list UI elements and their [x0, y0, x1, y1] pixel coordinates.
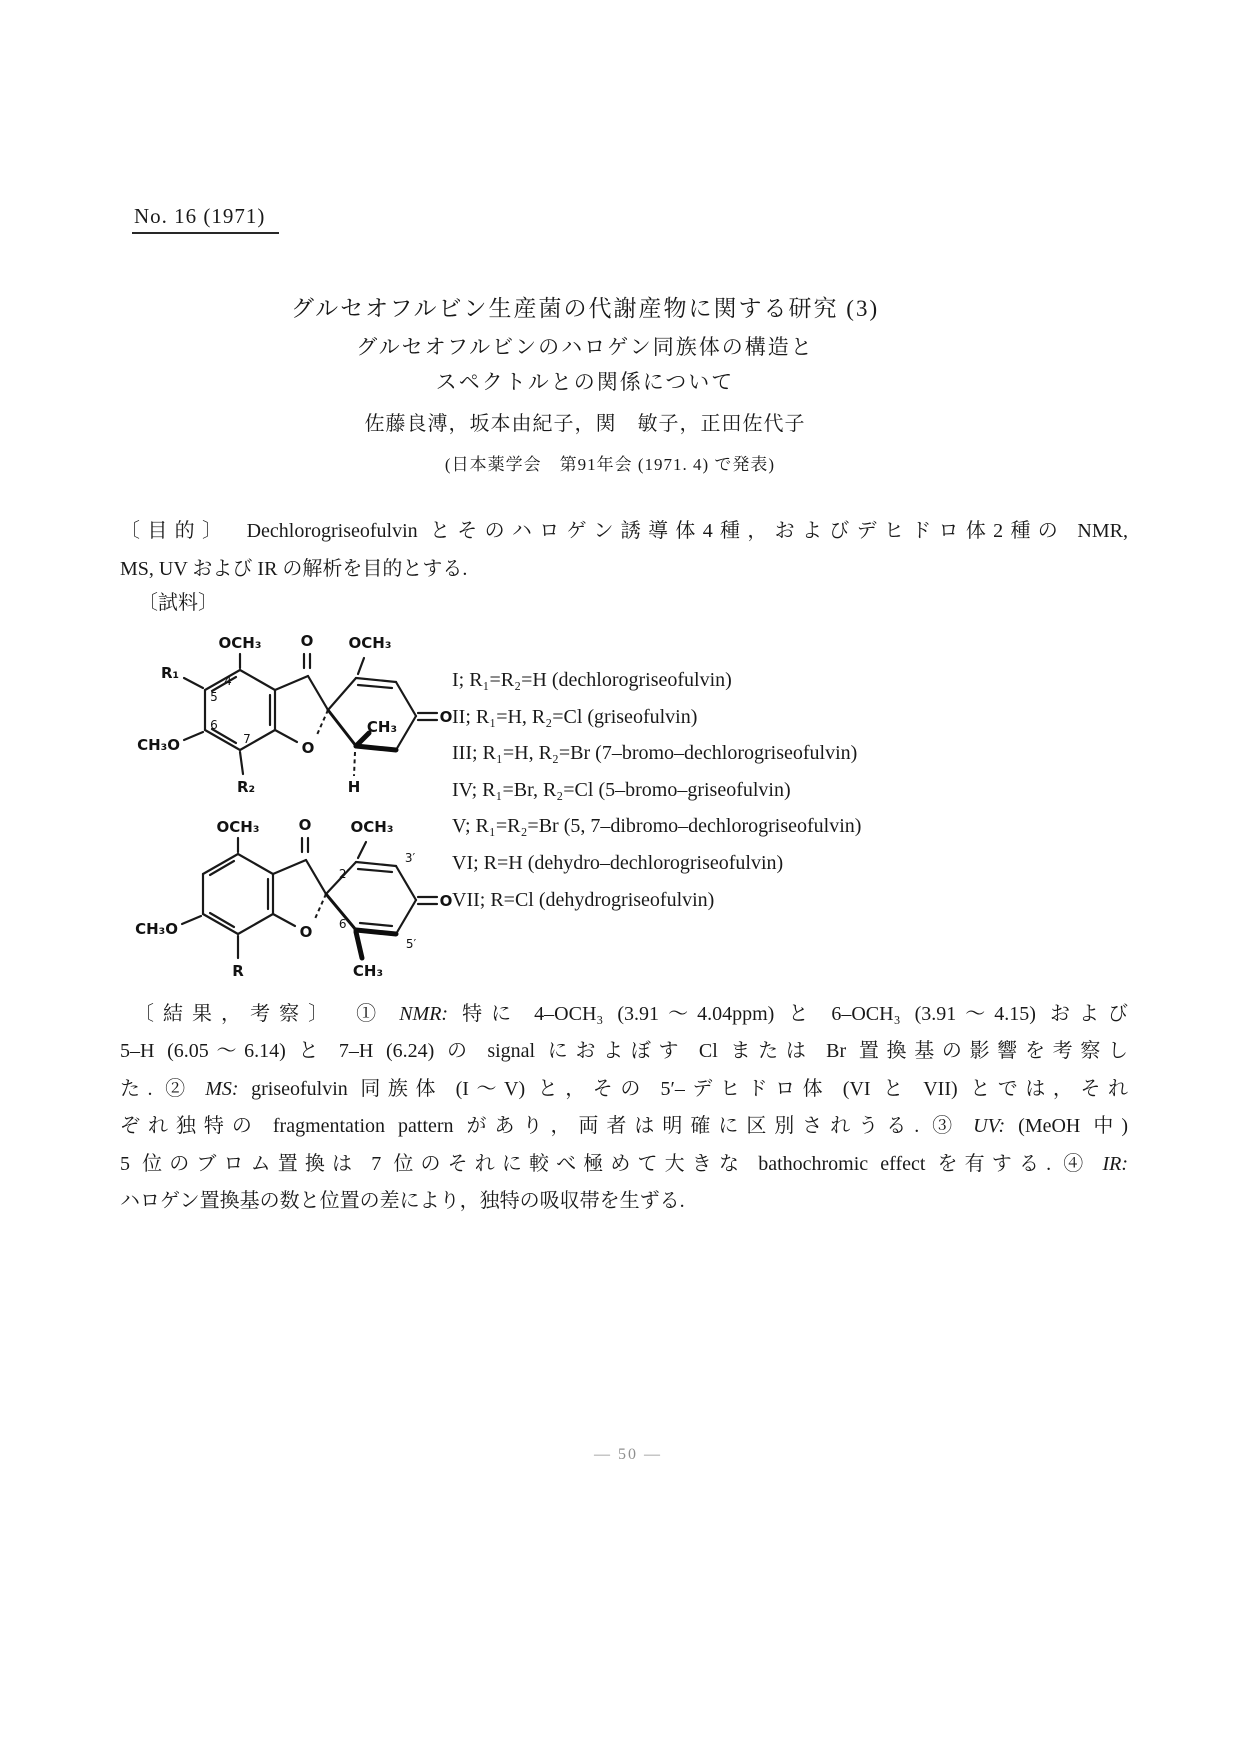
results-line-1: 〔結果，考察〕 ① NMR: 特に 4–OCH₃ (3.91～4.04ppm) と 6–OCH₃ (3.91～4.15) および [134, 1003, 1128, 1025]
chemical-structure-1 [118, 630, 453, 810]
structure-1-bonds [184, 654, 437, 776]
structure1-position-6-label: 6 [210, 718, 218, 732]
structure2-ch3-label: CH₃ [352, 962, 384, 980]
structure1-position-7-label: 7 [243, 732, 251, 746]
results-paragraph [120, 996, 1128, 1220]
issue-number: No. 16 (1971) [132, 204, 279, 234]
compound-item-5: V; R₁=R₂=Br (5, 7–dibromo–dechlorogriseofulvin) [452, 815, 862, 838]
structure1-ch3-label: CH₃ [366, 718, 398, 736]
authors-line: 佐藤良溥，坂本由紀子，関 敏子，正田佐代子 [364, 413, 806, 435]
compound-item-2: II; R₁=H, R₂=Cl (griseofulvin) [452, 705, 698, 728]
compound-item-3: III; R₁=H, R₂=Br (7–bromo–dechlorogriseofulvin) [452, 742, 858, 765]
compound-item-6: VI; R=H (dehydro–dechlorogriseofulvin) [452, 851, 784, 874]
compound-item-1: I; R₁=R₂=H (dechlorogriseofulvin) [452, 669, 732, 691]
compound-item-4: IV; R₁=Br, R₂=Cl (5–bromo–griseofulvin) [452, 778, 791, 801]
structure1-ketone-o-label: O [439, 708, 453, 726]
structure2-position-2prime-label: 2′ [338, 867, 350, 881]
presentation-note: (日本薬学会 第91年会 (1971. 4) で発表) [444, 455, 776, 474]
structure2-ketone-o-label: O [439, 892, 453, 910]
structure1-carbonyl-o-label: O [300, 632, 314, 650]
structure1-ring-o-label: O [301, 739, 315, 757]
structure1-position-5-label: 5 [210, 690, 218, 704]
structure1-ch3o-6-label: CH₃O [137, 736, 180, 754]
paper-title-line-2: グルセオフルビンのハロゲン同族体の構造と [356, 335, 814, 359]
purpose-line-2: MS, UV および IR の解析を目的とする. [120, 558, 468, 580]
structure2-ch3o-6-label: CH₃O [135, 920, 178, 938]
structure2-position-3prime-label: 3′ [404, 851, 416, 865]
compound-list [452, 662, 861, 918]
structure1-och3-4-label: OCH₃ [218, 634, 262, 652]
page-number-footer: — 50 — [594, 1446, 662, 1463]
structure1-r1-label: R₁ [160, 664, 180, 682]
structure1-position-4-label: 4 [224, 674, 232, 688]
structure2-position-5prime-label: 5′ [405, 937, 417, 951]
paper-title-line-3: スペクトルとの関係について [435, 370, 735, 394]
structure2-carbonyl-o-label: O [298, 816, 312, 834]
results-line-6: ハロゲン置換基の数と位置の差により，独特の吸収帯を生ずる. [120, 1189, 685, 1212]
structure1-h-label: H [347, 778, 361, 796]
structure1-och3-2prime-label: OCH₃ [348, 634, 392, 652]
results-line-3: た. ② MS: griseofulvin 同族体 (I～V) と，その 5′–デヒドロ体 (VI と VII) とでは，それ [120, 1077, 1129, 1100]
purpose-line-1: 〔目的〕 Dechlorogriseofulvin とそのハロゲン誘導体4種，およびデヒドロ体2種の NMR, [120, 520, 1128, 542]
results-line-4: ぞれ独特の fragmentation pattern があり，両者は明確に区別されうる. ③ UV: (MeOH 中) [120, 1115, 1128, 1138]
results-line-5: 5 位のブロム置換は 7 位のそれに較べ極めて大きな bathochromic effect を有する. ④ IR: [120, 1152, 1128, 1175]
structure1-r2-label: R₂ [236, 778, 256, 796]
compound-item-7: VII; R=Cl (dehydrogriseofulvin) [452, 888, 715, 911]
structure2-och3-4-label: OCH₃ [216, 818, 260, 836]
samples-section-label: 〔試料〕 [138, 592, 218, 614]
structure2-position-6prime-label: 6′ [338, 917, 350, 931]
paper-title-line-1: グルセオフルビン生産菌の代謝産物に関する研究 (3) [290, 296, 880, 321]
structure2-ring-o-label: O [299, 923, 313, 941]
results-line-2: 5–H (6.05～6.14) と 7–H (6.24) の signal におよぼす Cl または Br 置換基の影響を考察し [120, 1040, 1128, 1063]
structure2-och3-2prime-label: OCH₃ [350, 818, 394, 836]
structure2-r-label: R [232, 962, 244, 980]
chemical-structure-2 [116, 812, 456, 997]
